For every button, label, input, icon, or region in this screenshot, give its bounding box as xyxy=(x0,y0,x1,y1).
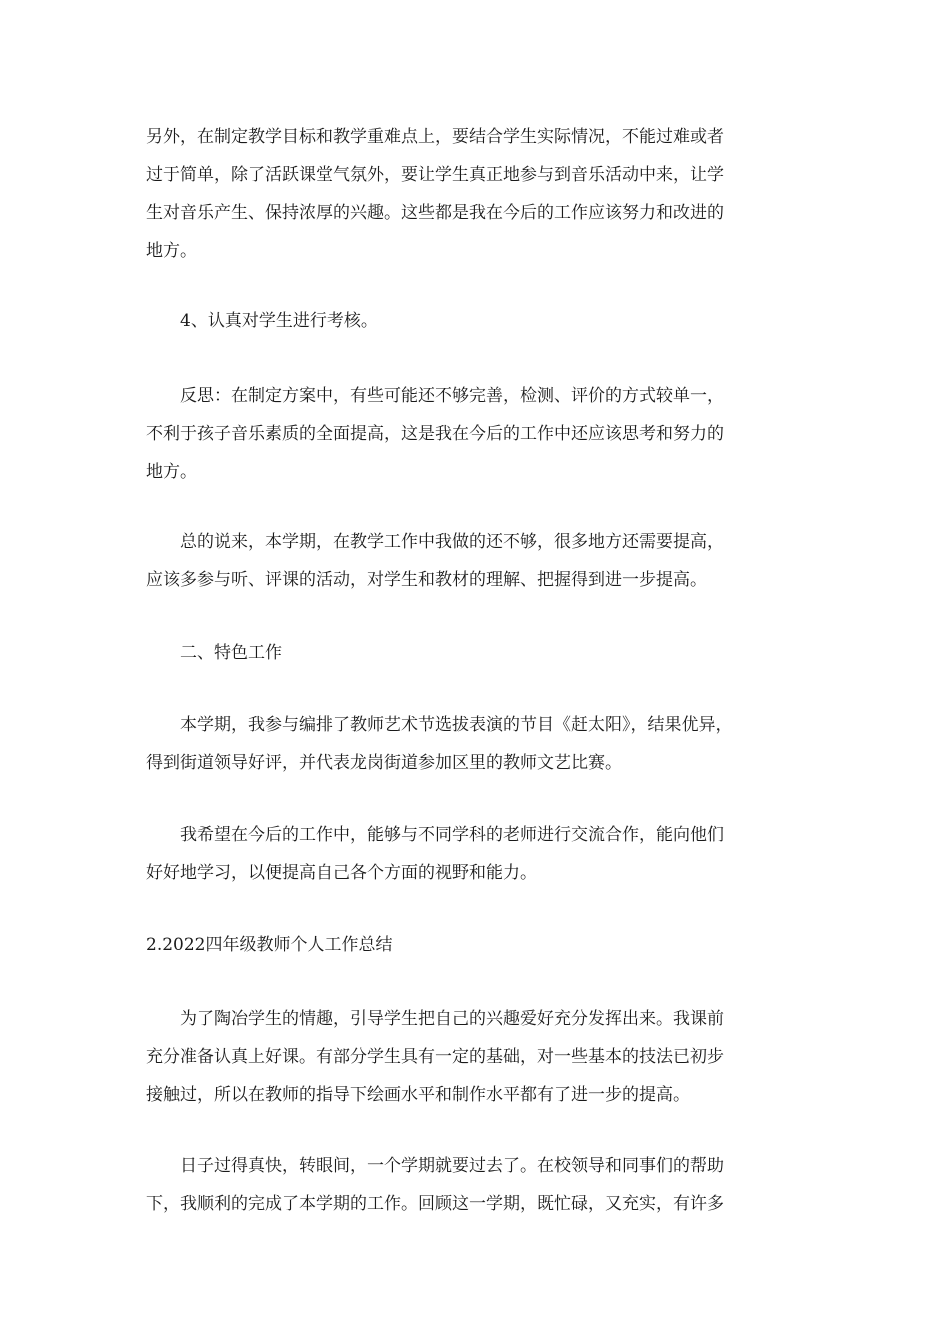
paragraph-assessment-heading: 4、认真对学生进行考核。 xyxy=(146,311,378,331)
paragraph-assessment-reflection: 反思：在制定方案中，有些可能还不够完善，检测、评价的方式较单一， 不利于孩子音乐素质的全面提高，这是我在今后的工作中还应该思考和努力的 地方。 xyxy=(146,386,724,482)
paragraph-goals-reflection: 另外，在制定教学目标和教学重难点上，要结合学生实际情况，不能过难或者 过于简单，除了活跃课堂气氛外，要让学生真正地参与到音乐活动中来，让学 生对音乐产生、保持浓厚的兴趣。这些都是我在今后的工作应该努力和改进的 地方。 xyxy=(146,127,724,261)
paragraph-art-teaching: 为了陶冶学生的情趣，引导学生把自己的兴趣爱好充分发挥出来。我课前 充分准备认真上好课。有部分学生具有一定的基础，对一些基本的技法已初步 接触过，所以在教师的指导下绘画水平和制作水平都有了进一步的提高。 xyxy=(146,1009,724,1105)
section-heading-special-work: 二、特色工作 xyxy=(146,643,282,663)
paragraph-special-work: 本学期，我参与编排了教师艺术节选拔表演的节目《赶太阳》，结果优异， 得到街道领导好评，并代表龙岗街道参加区里的教师文艺比赛。 xyxy=(146,715,733,773)
paragraph-semester-review: 日子过得真快，转眼间，一个学期就要过去了。在校领导和同事们的帮助 下，我顺利的完成了本学期的工作。回顾这一学期，既忙碌，又充实，有许多 xyxy=(146,1156,724,1214)
article-title-2: 2.2022四年级教师个人工作总结 xyxy=(146,935,393,955)
paragraph-summary: 总的说来，本学期，在教学工作中我做的还不够，很多地方还需要提高， 应该多参与听、评课的活动，对学生和教材的理解、把握得到进一步提高。 xyxy=(146,532,724,590)
paragraph-hope: 我希望在今后的工作中，能够与不同学科的老师进行交流合作，能向他们 好好地学习，以便提高自己各个方面的视野和能力。 xyxy=(146,825,724,883)
